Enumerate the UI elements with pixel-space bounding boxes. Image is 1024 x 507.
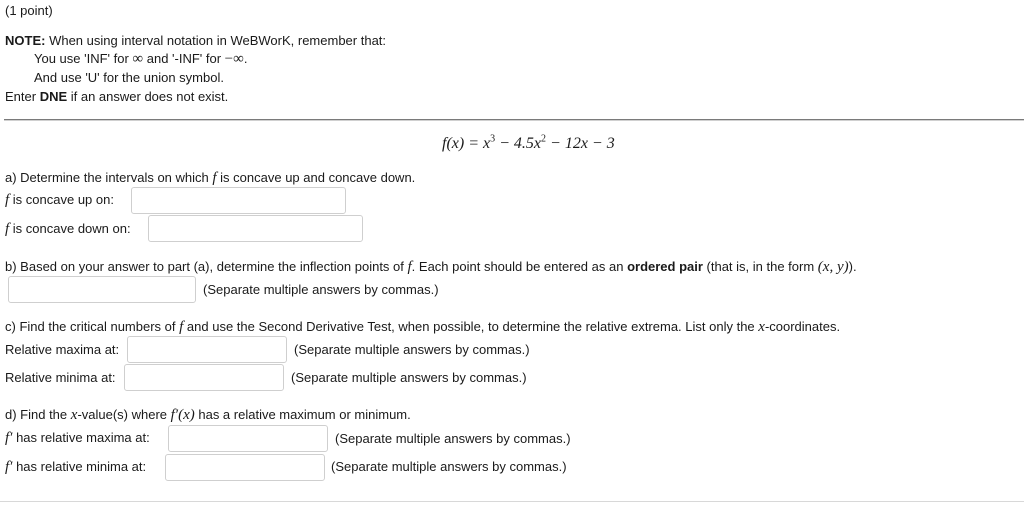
fprime-maxima-symbol: f′	[5, 430, 13, 446]
inf-text-b: and '-INF' for	[143, 51, 225, 66]
concave-up-input[interactable]	[131, 187, 346, 214]
concave-up-text: is concave up on:	[9, 192, 114, 207]
dne-keyword: DNE	[39, 89, 68, 104]
part-b-f: f	[407, 259, 412, 275]
bottom-divider	[0, 501, 1024, 502]
part-d-x: x	[70, 407, 78, 423]
equation-mid: − 4.5x	[495, 135, 542, 152]
part-d-prompt	[5, 407, 411, 424]
fprime-maxima-hint: (Separate multiple answers by commas.)	[335, 431, 571, 446]
part-b-prompt	[5, 259, 857, 276]
union-note: And use 'U' for the union symbol.	[34, 70, 224, 85]
inflection-points-input[interactable]	[8, 276, 196, 303]
note-label: NOTE:	[5, 33, 46, 48]
fprime-minima-label	[5, 459, 146, 476]
part-c-text-b: and use the Second Derivative Test, when possible, to determine the relative extrema. List only the	[183, 319, 759, 334]
inf-text-c: .	[243, 51, 248, 66]
relative-maxima-input[interactable]	[127, 336, 287, 363]
part-a-text-a: a) Determine the intervals on which	[5, 170, 213, 185]
part-c-prompt	[5, 319, 840, 336]
concave-down-text: is concave down on:	[9, 221, 131, 236]
part-d-text-a: d) Find the	[5, 407, 71, 422]
infinity-symbol: ∞	[132, 51, 144, 67]
neg-infinity-symbol: −∞	[224, 51, 244, 67]
relative-minima-label: Relative minima at:	[5, 370, 116, 385]
concave-up-label	[5, 192, 114, 209]
dne-text-a: Enter	[5, 89, 40, 104]
concave-up-f: f	[5, 192, 10, 208]
fprime-maxima-input[interactable]	[168, 425, 328, 452]
part-b-text-a: b) Based on your answer to part (a), determine the inflection points of	[5, 259, 408, 274]
part-c-x: x	[758, 319, 765, 335]
fprime-minima-symbol: f′	[5, 459, 13, 475]
relative-maxima-hint: (Separate multiple answers by commas.)	[294, 342, 530, 357]
points-label: (1 point)	[5, 3, 53, 18]
fprime-maxima-label	[5, 430, 150, 447]
function-equation	[442, 135, 615, 153]
inf-text-a: You use 'INF' for	[34, 51, 133, 66]
part-d-text-b: -value(s) where	[77, 407, 171, 422]
relative-maxima-label: Relative maxima at:	[5, 342, 120, 357]
relative-minima-input[interactable]	[124, 364, 284, 391]
part-a-prompt	[5, 170, 415, 187]
fprime-minima-hint: (Separate multiple answers by commas.)	[331, 459, 567, 474]
divider	[4, 119, 1024, 121]
part-b-text-c: (that is, in the form	[702, 259, 818, 274]
dne-note	[5, 89, 228, 104]
part-a-f: f	[212, 170, 217, 186]
inf-note	[34, 51, 247, 68]
fprime-minima-input[interactable]	[165, 454, 325, 481]
equation-exp2: 2	[541, 133, 547, 145]
relative-minima-hint: (Separate multiple answers by commas.)	[291, 370, 527, 385]
part-c-text-a: c) Find the critical numbers of	[5, 319, 180, 334]
part-b-text-d: ).	[848, 259, 857, 274]
part-d-text-c: has a relative maximum or minimum.	[194, 407, 411, 422]
equation-exp1: 3	[490, 133, 496, 145]
part-c-f: f	[179, 319, 184, 335]
concave-down-input[interactable]	[148, 215, 363, 242]
concave-down-f: f	[5, 221, 10, 237]
note-line	[5, 33, 386, 48]
inflection-hint: (Separate multiple answers by commas.)	[203, 282, 439, 297]
part-d-fprime: f′(x)	[170, 407, 195, 423]
fprime-maxima-text: has relative maxima at:	[12, 430, 150, 445]
note-text: When using interval notation in WeBWorK, remember that:	[45, 33, 387, 48]
part-a-text-b: is concave up and concave down.	[216, 170, 416, 185]
ordered-pair-label: ordered pair	[627, 259, 703, 274]
dne-text-c: if an answer does not exist.	[67, 89, 229, 104]
equation-lhs: f(x) = x	[442, 135, 491, 152]
concave-down-label	[5, 221, 131, 238]
part-b-text-b: . Each point should be entered as an	[411, 259, 628, 274]
fprime-minima-text: has relative minima at:	[12, 459, 147, 474]
equation-tail: − 12x − 3	[546, 135, 615, 152]
part-c-text-c: -coordinates.	[764, 319, 841, 334]
ordered-pair-form: (x, y)	[817, 259, 849, 275]
